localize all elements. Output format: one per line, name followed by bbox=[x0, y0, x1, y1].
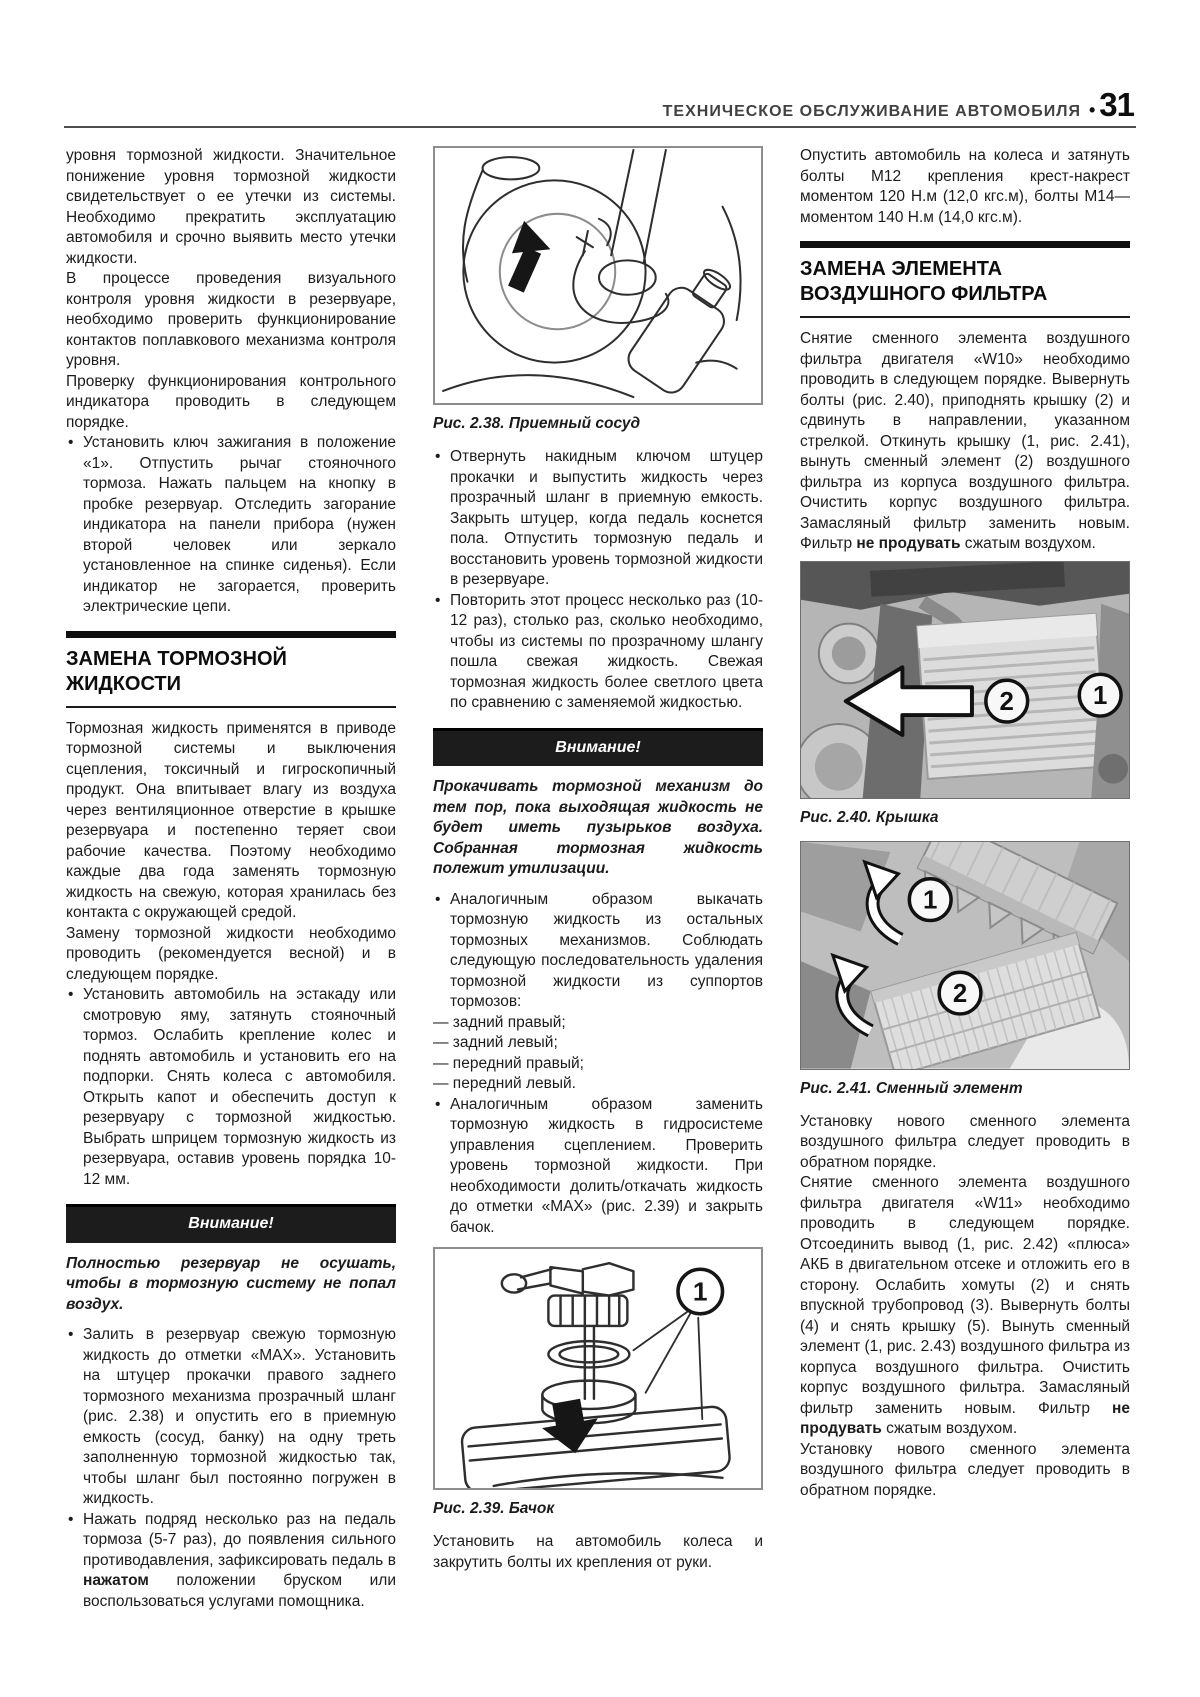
emphasis: не продувать bbox=[856, 535, 961, 552]
paragraph: Установку нового сменного элемента воздушного фильтра следует проводить в обратном порядке. bbox=[800, 1112, 1130, 1171]
warning-banner: Внимание! bbox=[66, 1204, 396, 1243]
figure-caption: Рис. 2.41. Сменный элемент bbox=[800, 1079, 1023, 1097]
section-bar bbox=[800, 241, 1130, 248]
paragraph: Тормозная жидкость применятся в приводе тормозной системы и выключения сцепления, токсичный и гигроскопичный продукт. Она впитывает влагу из воздуха через вентиляционное отверстие в крышке резервуара и постепенно теряет свои рабочие качества. Поэтому необходимо каждые два года заменять тормозную жидкость на свежую, которая хранилась без контакта с окружающей средой. bbox=[66, 719, 396, 921]
list-item: • Установить автомобиль на эстакаду или смотровую яму, затянуть стояночный тормоз. Ослабить крепление колес и поднять автомобиль и установить его на подпорки. Снять колеса с автомобиля. Открыть капот и обеспечить доступ к резервуару с тормозной жидкостью. Выбрать шприцем тормозную жидкость из резервуара, оставив уровень порядка 10-12 мм. bbox=[66, 985, 396, 1190]
figure-2-40 bbox=[800, 561, 1130, 800]
header-rule bbox=[64, 126, 1136, 128]
emphasis: нажатом bbox=[83, 1572, 149, 1589]
section-heading-air-filter bbox=[800, 241, 1130, 318]
svg-text:1: 1 bbox=[923, 886, 938, 915]
warning-text: Прокачивать тормозной механизм до тем пор, пока выходящая жидкость не будет иметь пузырьков воздуха. Собранная тормозная жидкость полежит утилизации. bbox=[433, 778, 763, 878]
content-columns bbox=[66, 146, 1130, 1612]
paragraph: Снятие сменного элемента воздушного фильтра двигателя «W11» необходимо проводить в следующем порядке. Отсоединить вывод (1, рис. 2.42) «плюса» АКБ в двигательном отсеке и отложить его в сторону. Ослабить хомуты (2) и снять впускной трубопровод (3). Вывернуть болты (4) и снять крышку (5). Вынуть сменный элемент (1, рис. 2.43) воздушного фильтра из корпуса воздушного фильтра. Очистить корпус воздушного фильтра. Замасляный фильтр заменить новым. Фильтр не продувать сжатым воздухом. bbox=[800, 1174, 1130, 1438]
page-number: 31 bbox=[1099, 86, 1134, 123]
section-bar bbox=[66, 631, 396, 638]
paragraph: Проверку функционирования контрольного индикатора проводить в следующем порядке. bbox=[66, 372, 396, 431]
page-header bbox=[66, 86, 1134, 124]
dash-item: — передний левый. bbox=[433, 1075, 576, 1093]
warning-banner: Внимание! bbox=[433, 728, 763, 767]
brake-bleeding-drawing bbox=[435, 148, 761, 403]
paragraph: Установить на автомобиль колеса и закрутить болты их крепления от руки. bbox=[433, 1533, 763, 1571]
callout-1 bbox=[909, 879, 951, 921]
figure-2-39 bbox=[433, 1247, 763, 1490]
warning-text: Полностью резервуар не осушать, чтобы в тормозную систему не попал воздух. bbox=[66, 1254, 396, 1313]
list-item: • Нажать подряд несколько раз на педаль тормоза (5-7 раз), до появления сильного противодавления, зафиксировать педаль в нажатом положении бруском или воспользоваться услугами помощника. bbox=[66, 1510, 396, 1613]
callout-2 bbox=[986, 680, 1028, 722]
section-heading-brake-fluid bbox=[66, 631, 396, 708]
section-title: ЗАМЕНА ТОРМОЗНОЙ ЖИДКОСТИ bbox=[66, 647, 287, 695]
paragraph: В процессе проведения визуального контроля уровня жидкости в резервуаре, необходимо проверить функционирование контактов поплавкового механизма контроля уровня. bbox=[66, 270, 396, 369]
column-3 bbox=[800, 146, 1130, 1612]
svg-text:2: 2 bbox=[999, 687, 1014, 716]
emphasis: не продувать bbox=[800, 1399, 1130, 1438]
svg-text:1: 1 bbox=[692, 1276, 708, 1307]
list-item: • Залить в резервуар свежую тормозную жидкость до отметки «MAX». Установить на штуцер прокачки правого заднего тормозного механизма прозрачный шланг (рис. 2.38) и опустить его в приемную емкость (сосуд, банку) на одну треть заполненную тормозной жидкостью так, чтобы шланг был постоянно погружен в жидкость. bbox=[66, 1325, 396, 1510]
section-rule bbox=[800, 316, 1130, 318]
figure-caption: Рис. 2.39. Бачок bbox=[433, 1500, 555, 1518]
figure-2-41 bbox=[800, 841, 1130, 1070]
paragraph: Опустить автомобиль на колеса и затянуть болты М12 крепления крест-накрест моментом 120 Н.м (12,0 кгс.м), болты М14—моментом 140 Н.м (14,0 кгс.м). bbox=[800, 147, 1130, 226]
figure-2-38 bbox=[433, 146, 763, 405]
figure-caption: Рис. 2.38. Приемный сосуд bbox=[433, 415, 641, 433]
list-item: • Отвернуть накидным ключом штуцер прокачки и выпустить жидкость через прозрачный шланг в приемную емкость. Закрыть штуцер, когда педаль коснется пола. Отпустить тормозную педаль и восстановить уровень тормозной жидкости в резервуаре. bbox=[433, 447, 763, 591]
header-separator-dot: • bbox=[1088, 100, 1096, 120]
paragraph: Замену тормозной жидкости необходимо проводить (рекомендуется весной) и в следующем порядке. bbox=[66, 924, 396, 983]
svg-text:1: 1 bbox=[1092, 681, 1108, 710]
dash-item: — задний правый; bbox=[433, 1013, 566, 1031]
reservoir-drawing bbox=[435, 1249, 761, 1488]
callout-2 bbox=[939, 972, 981, 1014]
dash-item: — задний левый; bbox=[433, 1034, 558, 1052]
paragraph: Установку нового сменного элемента воздушного фильтра следует проводить в обратном порядке. bbox=[800, 1440, 1130, 1499]
section-rule bbox=[66, 706, 396, 708]
callout-1 bbox=[1079, 674, 1121, 716]
paragraph: Снятие сменного элемента воздушного фильтра двигателя «W10» необходимо проводить в следующем порядке. Вывернуть болты (рис. 2.40), приподнять крышку (2) и сдвинуть в направлении, указанном стрелкой. Откинуть крышку (1, рис. 2.41), вынуть сменный элемент (2) воздушного фильтра из корпуса воздушного фильтра. Очистить корпус воздушного фильтра. Замасляный фильтр заменить новым. Фильтр не продувать сжатым воздухом. bbox=[800, 330, 1130, 552]
column-2 bbox=[433, 146, 763, 1612]
figure-caption: Рис. 2.40. Крышка bbox=[800, 809, 939, 827]
list-item: • Аналогичным образом выкачать тормозную жидкость из остальных тормозных механизмов. Соблюдать следующую последовательность удаления тормозной жидкости из суппортов тормозов: bbox=[433, 890, 763, 1013]
air-filter-element-photo bbox=[801, 842, 1129, 1069]
list-item: • Повторить этот процесс несколько раз (10-12 раз), столько раз, сколько необходимо, чтобы из системы по прозрачному шлангу пошла свежая жидкость. Свежая тормозная жидкость более светлого цвета по сравнению с заменяемой жидкостью. bbox=[433, 591, 763, 714]
list-item: • Аналогичным образом заменить тормозную жидкость в гидросистеме управления сцеплением. Проверить уровень тормозной жидкости. При необходимости долить/откачать жидкость до отметки «MAX» (рис. 2.39) и закрыть бачок. bbox=[433, 1095, 763, 1239]
air-filter-cover-photo bbox=[801, 562, 1129, 799]
column-1 bbox=[66, 146, 396, 1612]
running-title: ТЕХНИЧЕСКОЕ ОБСЛУЖИВАНИЕ АВТОМОБИЛЯ bbox=[662, 103, 1081, 120]
dash-item: — передний правый; bbox=[433, 1054, 584, 1072]
section-title: ЗАМЕНА ЭЛЕМЕНТА ВОЗДУШНОГО ФИЛЬТРА bbox=[800, 258, 1048, 305]
svg-text:2: 2 bbox=[952, 980, 968, 1009]
callout-1 bbox=[678, 1269, 723, 1314]
paragraph: уровня тормозной жидкости. Значительное понижение уровня тормозной жидкости свидетельствует о ее утечки из системы. Необходимо прекратить эксплуатацию автомобиля и срочно выявить место утечки жидкости. bbox=[66, 147, 396, 267]
list-item: • Установить ключ зажигания в положение «1». Отпустить рычаг стояночного тормоза. Нажать пальцем на кнопку в пробке резервуар. Отследить загорание индикатора на панели прибора (нужен второй человек или зеркало установленное на спинке сиденья). Если индикатор не загорается, проверить электрические цепи. bbox=[66, 433, 396, 618]
